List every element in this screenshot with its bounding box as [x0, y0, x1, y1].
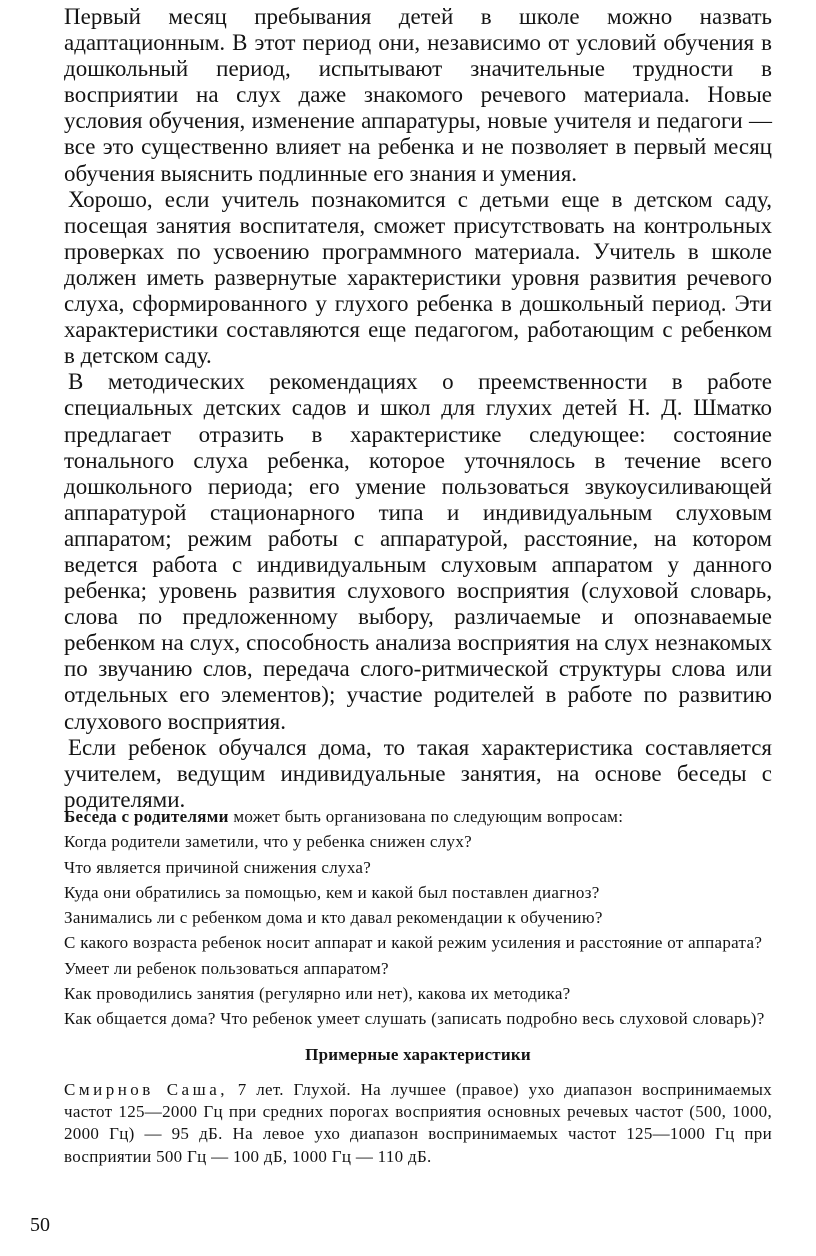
main-text — [64, 4, 772, 813]
question-item: Занимались ли с ребенком дома и кто давал рекомендации к обучению? — [64, 908, 603, 928]
paragraph-recommendations: В методических рекомендациях о преемственности в работе специальных детских садов и школ для глухих детей Н. Д. Шматко предлагает отразить в характеристике следующее: состояние тонального слуха ребенка, которое уточнялось в течение всего дошкольного периода; его умение пользоваться звукоусиливающей аппаратурой стационарного типа и индивидуальным слуховым аппаратом; режим работы с аппаратурой, расстояние, на котором ведется работа с индивидуальным слуховым аппаратом у данного ребенка; уровень развития слухового восприятия (слуховой словарь, слова по предложенному выбору, различаемые и опознаваемые ребенком на слух, способность анализа восприятия на слух незнакомых по звучанию слов, передача слого-ритмической структуры слова или отдельных его элементов); участие родителей в работе по развитию слухового восприятия. — [64, 369, 772, 734]
question-item: Когда родители заметили, что у ребенка снижен слух? — [64, 832, 472, 852]
question-item: Что является причиной снижения слуха? — [64, 857, 372, 877]
question-item: Куда они обратились за помощью, кем и какой был поставлен диагноз? — [64, 882, 600, 902]
section-heading: Примерные характеристики — [305, 1044, 531, 1064]
question-item: Как общается дома? Что ребенок умеет слушать (записать подробно весь слуховой словарь)? — [64, 1009, 765, 1029]
question-item: Как проводились занятия (регулярно или нет), какова их методика? — [64, 984, 571, 1004]
example-name: Смирнов Саша, — [64, 1079, 228, 1099]
conversation-lead: Беседа с родителями — [64, 807, 229, 826]
conversation-section — [64, 806, 772, 1171]
page-number: 50 — [30, 1214, 50, 1236]
paragraph-home-education: Если ребенок обучался дома, то такая характеристика составляется учителем, ведущим индивидуальные занятия, на основе беседы с родителями. — [64, 734, 772, 812]
example-characteristic — [64, 1079, 772, 1168]
question-item: Умеет ли ребенок пользоваться аппаратом? — [64, 958, 389, 978]
conversation-lead-rest: может быть организована по следующим вопросам: — [228, 807, 624, 826]
question-item: С какого возраста ребенок носит аппарат и какой режим усиления и расстояние от аппарата? — [64, 933, 763, 953]
paragraph-adaptation: Первый месяц пребывания детей в школе можно назвать адаптационным. В этот период они, независимо от условий обучения в дошкольный период, испытывают значительные трудности в восприятии на слух даже знакомого речевого материала. Новые условия обучения, изменение аппаратуры, новые учителя и педагоги — все это существенно влияет на ребенка и не позволяет в первый месяц обучения выяснить подлинные его знания и умения. — [64, 4, 772, 186]
paragraph-kindergarten: Хорошо, если учитель познакомится с детьми еще в детском саду, посещая занятия воспитателя, сможет присутствовать на контрольных проверках по усвоению программного материала. Учитель в школе должен иметь развернутые характеристики уровня развития речевого слуха, сформированного у глухого ребенка в дошкольный период. Эти характеристики составляются еще педагогом, работающим с ребенком в детском саду. — [64, 186, 772, 369]
conversation-intro — [64, 806, 772, 828]
example-text: 7 лет. Глухой. На лучшее (правое) ухо диапазон воспринимаемых частот 125—2000 Гц при средних порогах восприятия основных речевых частот (500, 1000, 2000 Гц) — 95 дБ. На левое ухо диапазон воспринимаемых частот 125—1000 Гц при восприятии 500 Гц — 100 дБ, 1000 Гц — 110 дБ. — [64, 1079, 773, 1166]
